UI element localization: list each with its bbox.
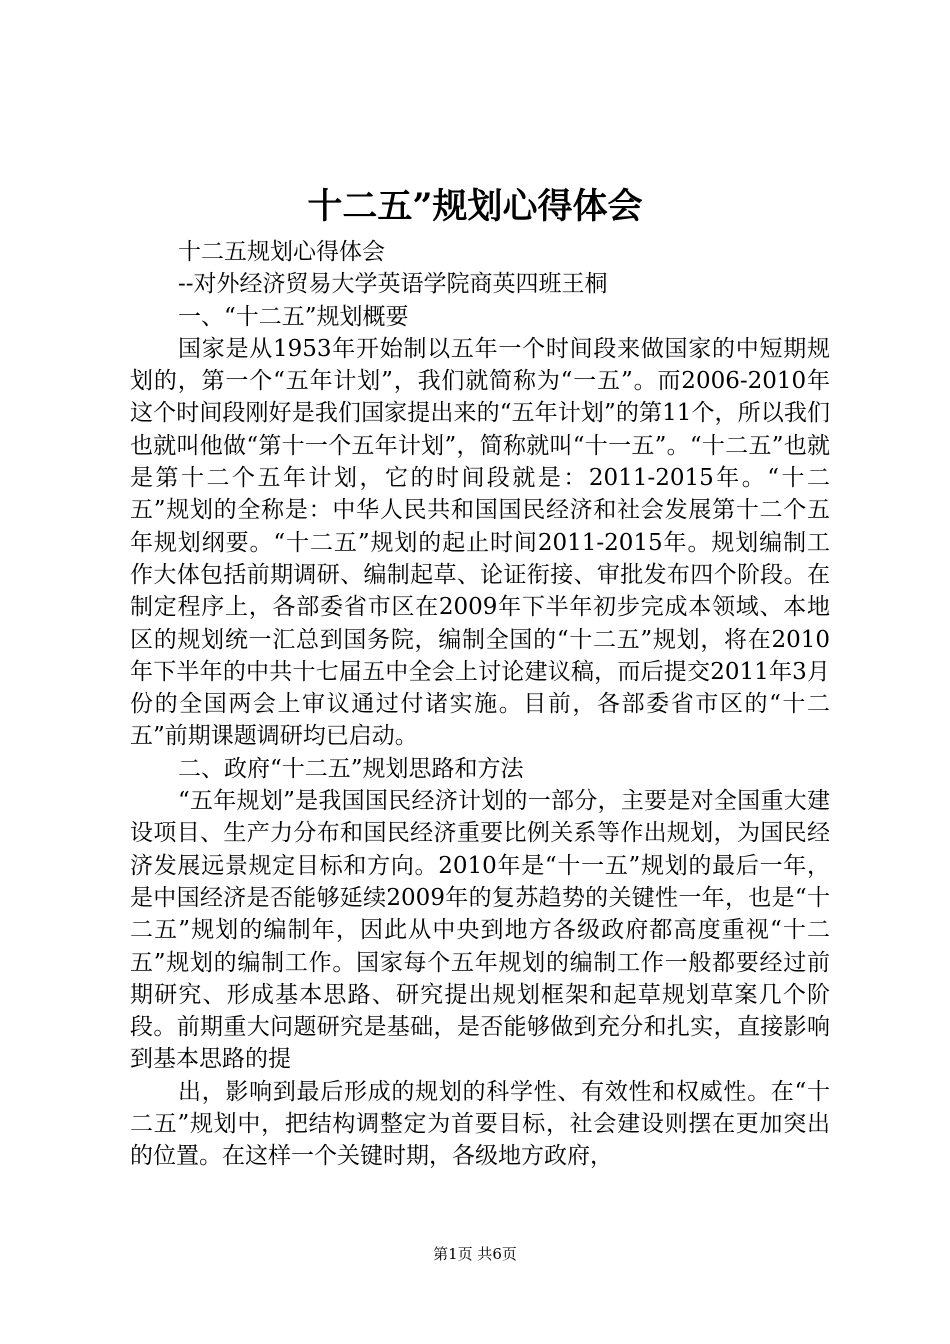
paragraph-3: 出，影响到最后形成的规划的科学性、有效性和权威性。在“十二五”规划中，把结构调整定为首要目标，社会建设则摆在更加突出的位置。在这样一个关键时期，各级地方政府， xyxy=(130,1078,830,1170)
subtitle: 十二五规划心得体会 xyxy=(178,239,385,265)
paragraph-1: 国家是从1953年开始制以五年一个时间段来做国家的中短期规划的，第一个“五年计划”，我们就简称为“一五”。而2006-2010年这个时间段刚好是我们国家提出来的“五年计划”的第11个，所以我们也就叫他做“第十一个五年计划”，简称就叫“十一五”。“十二五”也就是第十二个五年计划，它的时间段就是：2011-2015年。“十二五”规划的全称是：中华人民共和国国民经济和社会发展第十二个五年规划纲要。“十二五”规划的起止时间2011-2015年。规划编制工作大体包括前期调研、编制起草、论证衔接、审批发布四个阶段。在制定程序上，各部委省市区在2009年下半年初步完成本领域、本地区的规划统一汇总到国务院，编制全国的“十二五”规划，将在2010年下半年的中共十七届五中全会上讨论建议稿，而后提交2011年3月份的全国两会上审议通过付诸实施。目前，各部委省市区的“十二五”前期课题调研均已启动。 xyxy=(130,335,830,750)
paragraph-2: “五年规划”是我国国民经济计划的一部分，主要是对全国重大建设项目、生产力分布和国民经济重要比例关系等作出规划，为国民经济发展远景规定目标和方向。2010年是“十一五”规划的最后一年，是中国经济是否能够延续2009年的复苏趋势的关键性一年，也是“十二五”规划的编制年，因此从中央到地方各级政府都高度重视“十二五”规划的编制工作。国家每个五年规划的编制工作一般都要经过前期研究、形成基本思路、研究提出规划框架和起草规划草案几个阶段。前期重大问题研究是基础，是否能够做到充分和扎实，直接影响到基本思路的提 xyxy=(130,788,830,1073)
document-body xyxy=(130,236,830,1173)
document-title: 十二五”规划心得体会 xyxy=(307,186,643,227)
section-heading-1: 一、“十二五”规划概要 xyxy=(178,303,409,330)
page-footer: 第1页 共6页 xyxy=(433,1245,517,1263)
section-heading-2: 二、政府“十二五”规划思路和方法 xyxy=(178,755,524,782)
author-line: --对外经济贸易大学英语学院商英四班王桐 xyxy=(178,271,608,298)
